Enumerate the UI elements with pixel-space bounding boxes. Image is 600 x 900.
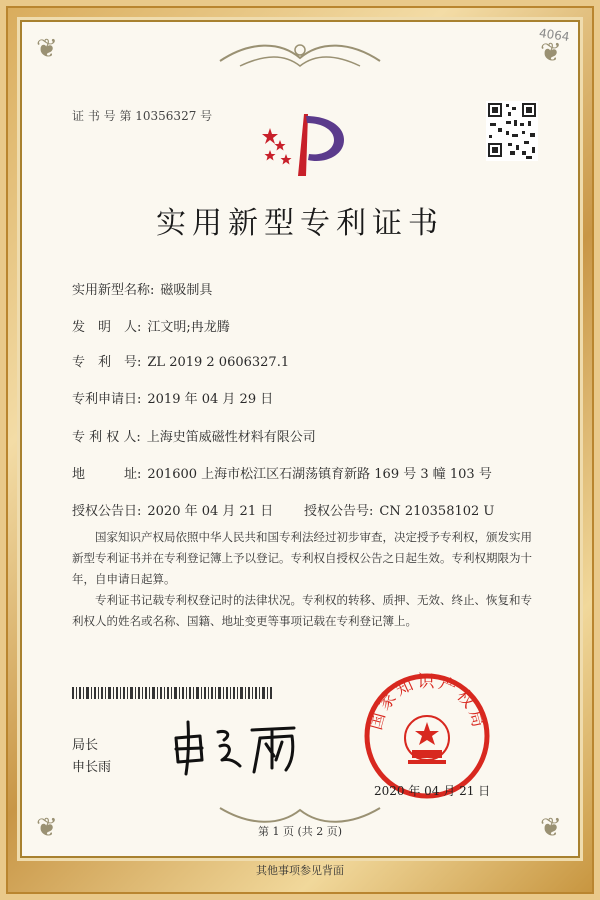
address-value: 201600 上海市松江区石湖荡镇育新路 169 号 3 幢 103 号 xyxy=(147,467,492,482)
qr-code-icon xyxy=(486,101,538,161)
grant-statement-paragraph: 国家知识产权局依照中华人民共和国专利法经过初步审查，决定授予专利权，颁发实用新型专利证书并在专利登记簿上予以登记。专利权自授权公告之日起生效。专利权期限为十年，自申请日起算。 xyxy=(72,530,532,586)
director-title: 局长 xyxy=(72,738,99,753)
svg-text:国家知识产权局 xyxy=(366,672,489,732)
corner-ornament-icon: ❦ xyxy=(540,813,562,843)
cnipa-logo-icon xyxy=(258,108,353,178)
seal-date: 2020 年 04 月 21 日 xyxy=(374,784,491,798)
grant-number-row xyxy=(304,500,494,519)
inventor-value: 江文明;冉龙腾 xyxy=(147,320,230,335)
director-signature xyxy=(168,716,318,778)
utility-model-name-label: 实用新型名称: xyxy=(72,283,155,298)
grant-number-label: 授权公告号: xyxy=(304,504,374,519)
grant-date-row xyxy=(72,500,273,519)
barcode-icon xyxy=(72,687,272,699)
inventor-row xyxy=(72,316,230,335)
patent-number-label: 专 利 号: xyxy=(72,355,142,370)
filing-date-label: 专利申请日: xyxy=(72,392,142,407)
patentee-value: 上海史笛威磁性材料有限公司 xyxy=(146,430,316,445)
patent-number-value: ZL 2019 2 0606327.1 xyxy=(147,355,290,370)
patentee-label: 专 利 权 人: xyxy=(72,430,141,445)
certificate-title: 实用新型专利证书 xyxy=(156,206,444,241)
grant-number-value: CN 210358102 U xyxy=(379,504,495,519)
grant-date-value: 2020 年 04 月 21 日 xyxy=(147,504,274,519)
certificate-number: 证 书 号 第 10356327 号 xyxy=(72,109,213,123)
corner-serial: 4064 xyxy=(538,25,571,45)
page-number: 第 1 页 (共 2 页) xyxy=(257,825,343,838)
director-name: 申长雨 xyxy=(72,760,112,775)
utility-model-name-row xyxy=(72,279,212,298)
official-seal xyxy=(360,670,495,800)
footer-note: 其他事项参见背面 xyxy=(256,864,344,877)
grant-date-label: 授权公告日: xyxy=(72,504,142,519)
seal-text: 国家知识产权局 xyxy=(366,672,489,733)
utility-model-name-value: 磁吸制具 xyxy=(160,283,213,298)
filing-date-value: 2019 年 04 月 29 日 xyxy=(147,392,274,407)
address-row xyxy=(72,463,492,482)
top-flourish-icon xyxy=(210,36,390,76)
legal-status-paragraph: 专利证书记载专利权登记时的法律状况。专利权的转移、质押、无效、终止、恢复和专利权人的姓名或名称、国籍、地址变更等事项记载在专利登记簿上。 xyxy=(72,593,532,628)
corner-ornament-icon: ❦ xyxy=(36,813,58,843)
address-label: 地 址: xyxy=(72,467,142,482)
inventor-label: 发 明 人: xyxy=(72,320,142,335)
corner-ornament-icon: ❦ xyxy=(36,34,58,64)
patent-number-row xyxy=(72,351,289,370)
patentee-row xyxy=(72,426,316,445)
corner-ornament-icon: ❦ xyxy=(540,38,562,68)
filing-date-row xyxy=(72,388,273,407)
